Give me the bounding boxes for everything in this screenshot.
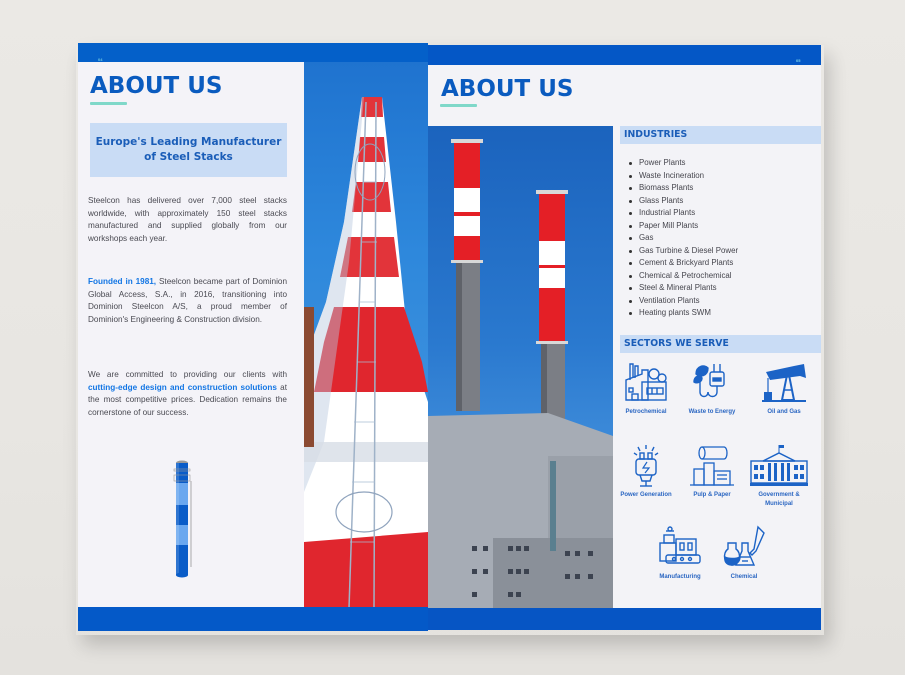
subtitle-line-2: of Steel Stacks xyxy=(144,151,233,163)
list-item: Heating plants SWM xyxy=(628,307,738,320)
sector-power-generation xyxy=(614,443,678,500)
chimney-photo-left xyxy=(304,62,428,608)
government-building-icon xyxy=(749,443,809,487)
commitment-before: We are committed to providing our clients with xyxy=(88,370,287,379)
oil-pump-icon xyxy=(760,360,808,404)
founded-highlight: Founded in 1981, xyxy=(88,277,157,286)
list-item: Industrial Plants xyxy=(628,207,738,220)
list-item: Waste Incineration xyxy=(628,170,738,183)
manufacturing-icon xyxy=(656,525,704,569)
subtitle-box xyxy=(90,123,287,177)
paragraph-delivered: Steelcon has delivered over 7,000 steel stacks worldwide, with approximately 150 steel stacks manufactured and supplied globally from our workshops each year. xyxy=(88,196,287,243)
sector-label: Government & Municipal xyxy=(758,492,800,507)
paragraph-commitment xyxy=(88,369,287,419)
steel-stack-icon xyxy=(173,459,195,581)
bottom-band xyxy=(428,608,821,630)
subtitle-line-1: Europe's Leading Manufacturer xyxy=(95,136,282,148)
industries-heading: INDUSTRIES xyxy=(620,126,821,144)
paper-mill-icon xyxy=(688,443,736,487)
left-page xyxy=(78,43,428,631)
list-item: Gas xyxy=(628,232,738,245)
page-number: 05 xyxy=(796,58,801,63)
sector-label: Petrochemical xyxy=(625,409,667,415)
sector-chemical xyxy=(712,525,776,582)
sector-waste-to-energy xyxy=(680,360,744,417)
sector-manufacturing xyxy=(648,525,712,582)
paragraph-founded xyxy=(88,276,287,326)
sector-petrochemical xyxy=(614,360,678,417)
list-item: Ventilation Plants xyxy=(628,295,738,308)
sector-label: Oil and Gas xyxy=(767,409,801,415)
right-page xyxy=(428,45,821,630)
page-title: ABOUT US xyxy=(441,76,574,102)
sector-oil-and-gas xyxy=(752,360,816,417)
commitment-highlight: cutting-edge design and construction solutions xyxy=(88,382,277,392)
sector-label: Power Generation xyxy=(620,492,672,498)
page-title: ABOUT US xyxy=(90,73,223,99)
title-underline xyxy=(440,104,477,107)
commitment-after: at the most competitive prices. Dedication remains the cornerstone of our success. xyxy=(88,382,287,417)
list-item: Gas Turbine & Diesel Power xyxy=(628,245,738,258)
list-item: Biomass Plants xyxy=(628,182,738,195)
sector-label: Pulp & Paper xyxy=(693,492,731,498)
chemical-flask-icon xyxy=(720,525,768,569)
sector-pulp-and-paper xyxy=(680,443,744,500)
factory-icon xyxy=(622,360,670,404)
striped-chimney-image xyxy=(304,62,428,608)
list-item: Cement & Brickyard Plants xyxy=(628,257,738,270)
power-plant-photo xyxy=(428,126,613,608)
plug-leaf-icon xyxy=(688,360,736,404)
bottom-band xyxy=(78,607,428,631)
list-item: Steel & Mineral Plants xyxy=(628,282,738,295)
sector-label: Manufacturing xyxy=(659,574,701,580)
list-item: Power Plants xyxy=(628,157,738,170)
list-item: Paper Mill Plants xyxy=(628,220,738,233)
power-plug-icon xyxy=(622,443,670,487)
industries-list xyxy=(628,157,738,320)
top-band xyxy=(428,45,821,65)
page-number: 04 xyxy=(98,57,103,62)
founded-text: Steelcon became part of Dominion Global Access, S.A., in 2016, transitioning into Dominion Steelcon A/S, a proud member of Dominion's Engineering & Construction division. xyxy=(88,277,287,324)
title-underline xyxy=(90,102,127,105)
list-item: Chemical & Petrochemical xyxy=(628,270,738,283)
twin-chimneys-image xyxy=(428,126,613,608)
sectors-heading: SECTORS WE SERVE xyxy=(620,335,821,353)
sector-government-municipal xyxy=(744,443,814,509)
top-band xyxy=(78,43,428,62)
list-item: Glass Plants xyxy=(628,195,738,208)
sector-label: Chemical xyxy=(730,574,758,580)
sector-label: Waste to Energy xyxy=(688,409,736,415)
